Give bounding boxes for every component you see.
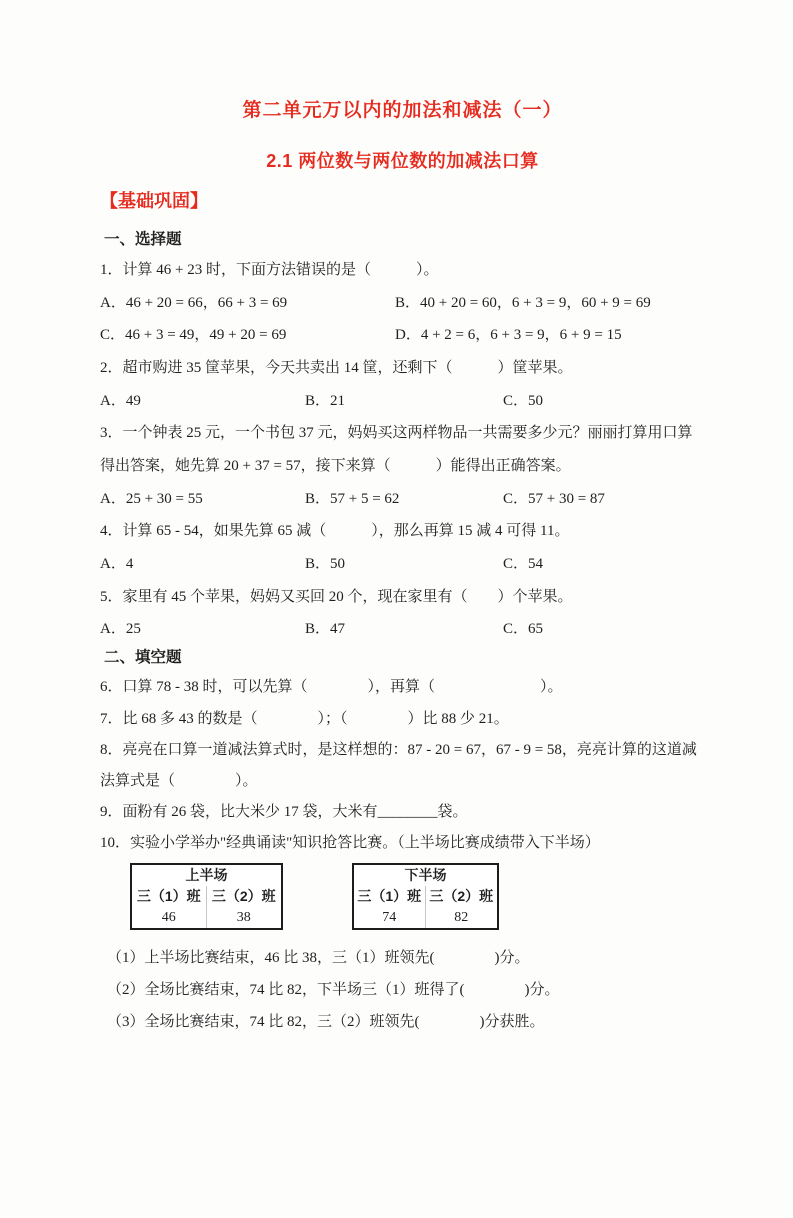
option-4b: B．50 <box>305 556 346 573</box>
option-4c: C．54 <box>503 556 544 573</box>
option-2a: A．49 <box>100 392 141 409</box>
page-title: 第二单元万以内的加法和减法（一） <box>242 100 563 121</box>
question-1-options-row-2 <box>100 317 705 350</box>
option-1a: A．46 + 20 = 66，66 + 3 = 69 <box>100 294 288 311</box>
question-7: 7．比 68 多 43 的数是（ ）；（ ）比 88 少 21。 <box>100 710 509 727</box>
option-5c: C．65 <box>503 621 544 638</box>
choice-section-heading: 一、选择题 <box>104 231 182 248</box>
table-col-header: 三（2）班 <box>211 888 276 905</box>
question-4: 4．计算 65 - 54，如果先算 65 减（ ），那么再算 15 减 4 可得 11。 <box>100 523 570 540</box>
option-1c: C．46 + 3 = 49，49 + 20 = 69 <box>100 327 287 344</box>
question-9: 9．面粉有 26 袋，比大米少 17 袋，大米有________袋。 <box>100 804 468 821</box>
question-2-options-row <box>100 383 705 416</box>
question-1-options-row-1 <box>100 285 705 318</box>
question-2: 2．超市购进 35 筐苹果，今天共卖出 14 筐，还剩下（ ）筐苹果。 <box>100 359 573 376</box>
score-tables <box>130 863 705 930</box>
question-1: 1．计算 46 + 23 时，下面方法错误的是（ ）。 <box>100 261 439 278</box>
question-3-line-1: 3．一个钟表 25 元，一个书包 37 元，妈妈买这两样物品一共需要多少元？丽丽打算用口算 <box>100 425 693 442</box>
table-value: 46 <box>132 907 207 928</box>
option-1b: B．40 + 20 = 60，6 + 3 = 9，60 + 9 = 69 <box>395 294 651 311</box>
section-badge: 【基础巩固】 <box>100 191 208 211</box>
option-3c: C．57 + 30 = 87 <box>503 490 605 507</box>
table-col-header: 三（2）班 <box>429 888 494 905</box>
option-5b: B．47 <box>305 621 346 638</box>
subquestion-2: （2）全场比赛结束，74 比 82，下半场三（1）班得了( )分。 <box>107 981 560 998</box>
option-3b: B．57 + 5 = 62 <box>305 490 400 507</box>
question-3-options-row <box>100 481 705 514</box>
fill-section <box>100 670 705 857</box>
question-6: 6．口算 78 - 38 时，可以先算（ ），再算（ ）。 <box>100 679 563 696</box>
second-half-table <box>352 863 499 930</box>
worksheet-page <box>0 96 793 1218</box>
option-2c: C．50 <box>503 392 544 409</box>
first-half-table-title: 上半场 <box>185 867 228 884</box>
table-value: 38 <box>236 910 251 926</box>
fill-section-heading: 二、填空题 <box>104 649 182 667</box>
question-5-options-row <box>100 612 705 645</box>
subquestions <box>100 940 705 1036</box>
page-subtitle: 2.1 两位数与两位数的加减法口算 <box>266 151 539 171</box>
option-4a: A．4 <box>100 556 134 573</box>
option-1d: D．4 + 2 = 6，6 + 3 = 9，6 + 9 = 15 <box>395 327 622 344</box>
table-col-header: 三（1）班 <box>354 886 426 907</box>
question-3-line-2: 得出答案，她先算 20 + 37 = 57，接下来算（ ）能得出正确答案。 <box>100 457 571 474</box>
subquestion-1: （1）上半场比赛结束，46 比 38，三（1）班领先( )分。 <box>107 949 530 966</box>
question-5: 5．家里有 45 个苹果，妈妈又买回 20 个，现在家里有（ ）个苹果。 <box>100 588 573 605</box>
option-3a: A．25 + 30 = 55 <box>100 490 203 507</box>
table-value: 74 <box>354 907 426 928</box>
table-value: 82 <box>454 910 469 926</box>
subquestion-3: （3）全场比赛结束，74 比 82，三（2）班领先( )分获胜。 <box>107 1013 545 1030</box>
question-8-line-1: 8．亮亮在口算一道减法算式时，是这样想的：87 - 20 = 67，67 - 9 = 58，亮亮计算的这道减 <box>100 741 697 758</box>
question-8-line-2: 法算式是（ ）。 <box>100 772 258 789</box>
question-4-options-row <box>100 546 705 579</box>
second-half-table-title: 下半场 <box>404 867 447 884</box>
option-5a: A．25 <box>100 621 141 638</box>
table-col-header: 三（1）班 <box>132 886 207 907</box>
question-10: 10．实验小学举办"经典诵读"知识抢答比赛。（上半场比赛成绩带入下半场） <box>100 835 600 852</box>
first-half-table-grid <box>132 886 281 928</box>
option-2b: B．21 <box>305 392 346 409</box>
second-half-table-grid <box>354 886 497 928</box>
first-half-table <box>130 863 283 930</box>
